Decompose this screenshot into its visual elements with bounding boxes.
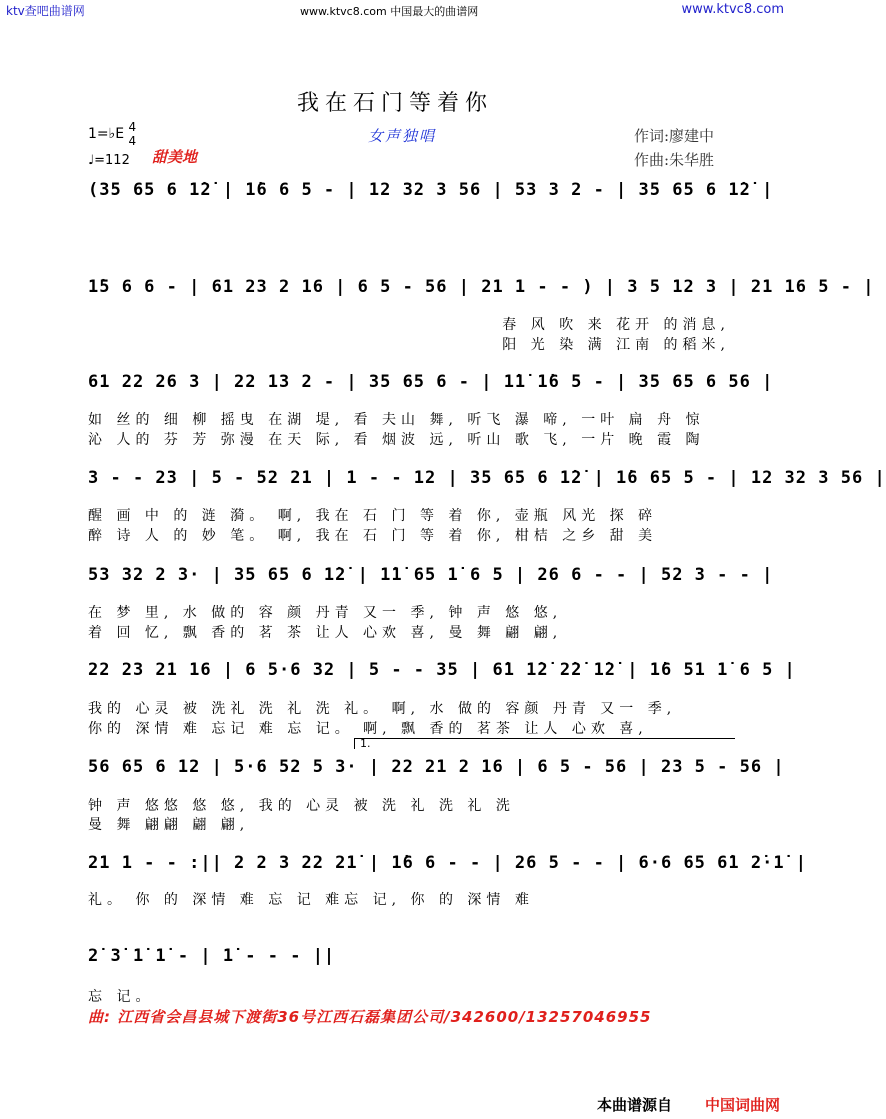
- time-top: 4: [128, 120, 137, 134]
- lyric-line-5b: 着 回 忆, 飘 香的 茗 茶 让人 心欢 喜, 曼 舞 翩 翩,: [88, 625, 563, 641]
- source-label: 本曲谱源自: [596, 1096, 672, 1114]
- site-url-right[interactable]: www.ktvc8.com: [681, 2, 784, 17]
- lyric-line-4a: 醒 画 中 的 涟 漪。 啊, 我在 石 门 等 着 你, 壶瓶 风光 探 碎: [88, 508, 658, 524]
- notation-line-5: 53 32 2 3· | 35 65 6 1̇2̇ | 1̇1̇ 65 1̇ 6 5 | 26 6 - - | 52 3 - - |: [88, 565, 774, 585]
- lyric-line-2b: 阳 光 染 满 江南 的稻米,: [502, 337, 730, 353]
- lyricist-credit: 作词:廖建中: [634, 127, 715, 145]
- lyric-line-3a: 如 丝的 细 柳 摇曳 在湖 堤, 看 夫山 舞, 听飞 瀑 啼, 一叶 扁 舟 惊: [88, 412, 705, 428]
- credits: [634, 124, 714, 172]
- notation-line-1: (35 65 6 1̇2̇ | 1̇6 6 5 - | 12 32 3 56 | 53 3 2 - | 35 65 6 1̇2̇ |: [88, 180, 774, 200]
- tempo-mark: ♩=112: [88, 153, 130, 168]
- expression-mark: 甜美地: [152, 148, 198, 166]
- lyric-line-4b: 醉 诗 人 的 妙 笔。 啊, 我在 石 门 等 着 你, 柑桔 之乡 甜 美: [88, 528, 658, 544]
- lyric-line-7b: 曼 舞 翩翩 翩 翩,: [88, 817, 250, 833]
- notation-line-8: 21 1 - - :|| 2 2 3 22 21̇ | 1̇6 6 - - | 26 5 - - | 6·6 65 6̇1 2̇·1̇ |: [88, 853, 808, 873]
- key-label: 1=♭E: [88, 126, 125, 142]
- site-logo-left[interactable]: ktv查吧曲谱网: [6, 4, 85, 18]
- composer-credit: 作曲:朱华胜: [634, 151, 715, 169]
- lyric-line-9: 忘 记。: [88, 989, 155, 1005]
- time-signature: [129, 120, 137, 148]
- song-title: 我在石门等着你: [296, 91, 493, 116]
- notation-line-3: 61 22 26 3 | 22 13 2 - | 35 65 6 - | 1̇1̇ 1̇6 5 - | 35 65 6 56 |: [88, 372, 774, 392]
- lyric-line-6a: 我的 心灵 被 洗礼 洗 礼 洗 礼。 啊, 水 做的 容颜 丹青 又一 季,: [88, 701, 677, 717]
- notation-line-7: 56 65 6 12 | 5·6 52 5 3· | 22 21 2 16 | 6 5 - 56 | 23 5 - 56 |: [88, 757, 785, 777]
- publisher-address: 曲: 江西省会昌县城下渡街36号江西石磊集团公司/342600/13257046955: [88, 1008, 652, 1026]
- notation-line-6: 22 23 21 16 | 6 5·6 32 | 5 - - 35 | 6̇1 1̇2̇ 2̇2̇ 1̇2̇ | 1̇6 51 1̇ 6 5 |: [88, 660, 796, 680]
- lyric-line-2a: 春 风 吹 来 花开 的消息,: [502, 317, 730, 333]
- lyric-line-3b: 沁 人的 芬 芳 弥漫 在天 际, 看 烟波 远, 听山 歌 飞, 一片 晚 霞 陶: [88, 432, 705, 448]
- lyric-line-5a: 在 梦 里, 水 做的 容 颜 丹青 又一 季, 钟 声 悠 悠,: [88, 605, 563, 621]
- source-site-link[interactable]: 中国词曲网: [704, 1096, 780, 1114]
- song-subtitle: 女声独唱: [368, 127, 437, 145]
- lyric-line-7a: 钟 声 悠悠 悠 悠, 我的 心灵 被 洗 礼 洗 礼 洗: [88, 798, 515, 814]
- notation-line-9: 2̇ 3̇ 1̇ 1̇ - | 1̇ - - - ||: [88, 946, 336, 966]
- notation-line-4: 3 - - 23 | 5 - 52 21 | 1 - - 12 | 35 65 6 1̇2̇ | 1̇6 65 5 - | 12 32 3 56 |: [88, 468, 886, 488]
- key-signature: [88, 120, 136, 148]
- time-bottom: 4: [128, 134, 137, 148]
- lyric-line-6b: 你的 深情 难 忘记 难 忘 记。 啊, 飘 香的 茗茶 让人 心欢 喜,: [88, 721, 648, 737]
- volta-label: 1.: [360, 737, 371, 750]
- site-tagline: www.ktvc8.com 中国最大的曲谱网: [300, 5, 479, 18]
- lyric-line-8: 礼。 你 的 深情 难 忘 记 难忘 记, 你 的 深情 难: [88, 892, 534, 908]
- volta-bracket: [354, 738, 735, 749]
- notation-line-2: 1̇5 6 6 - | 61 23 2 16 | 6 5 - 56 | 21 1 - - ) | 3 5 12 3 | 21 16 5 - |: [88, 277, 875, 297]
